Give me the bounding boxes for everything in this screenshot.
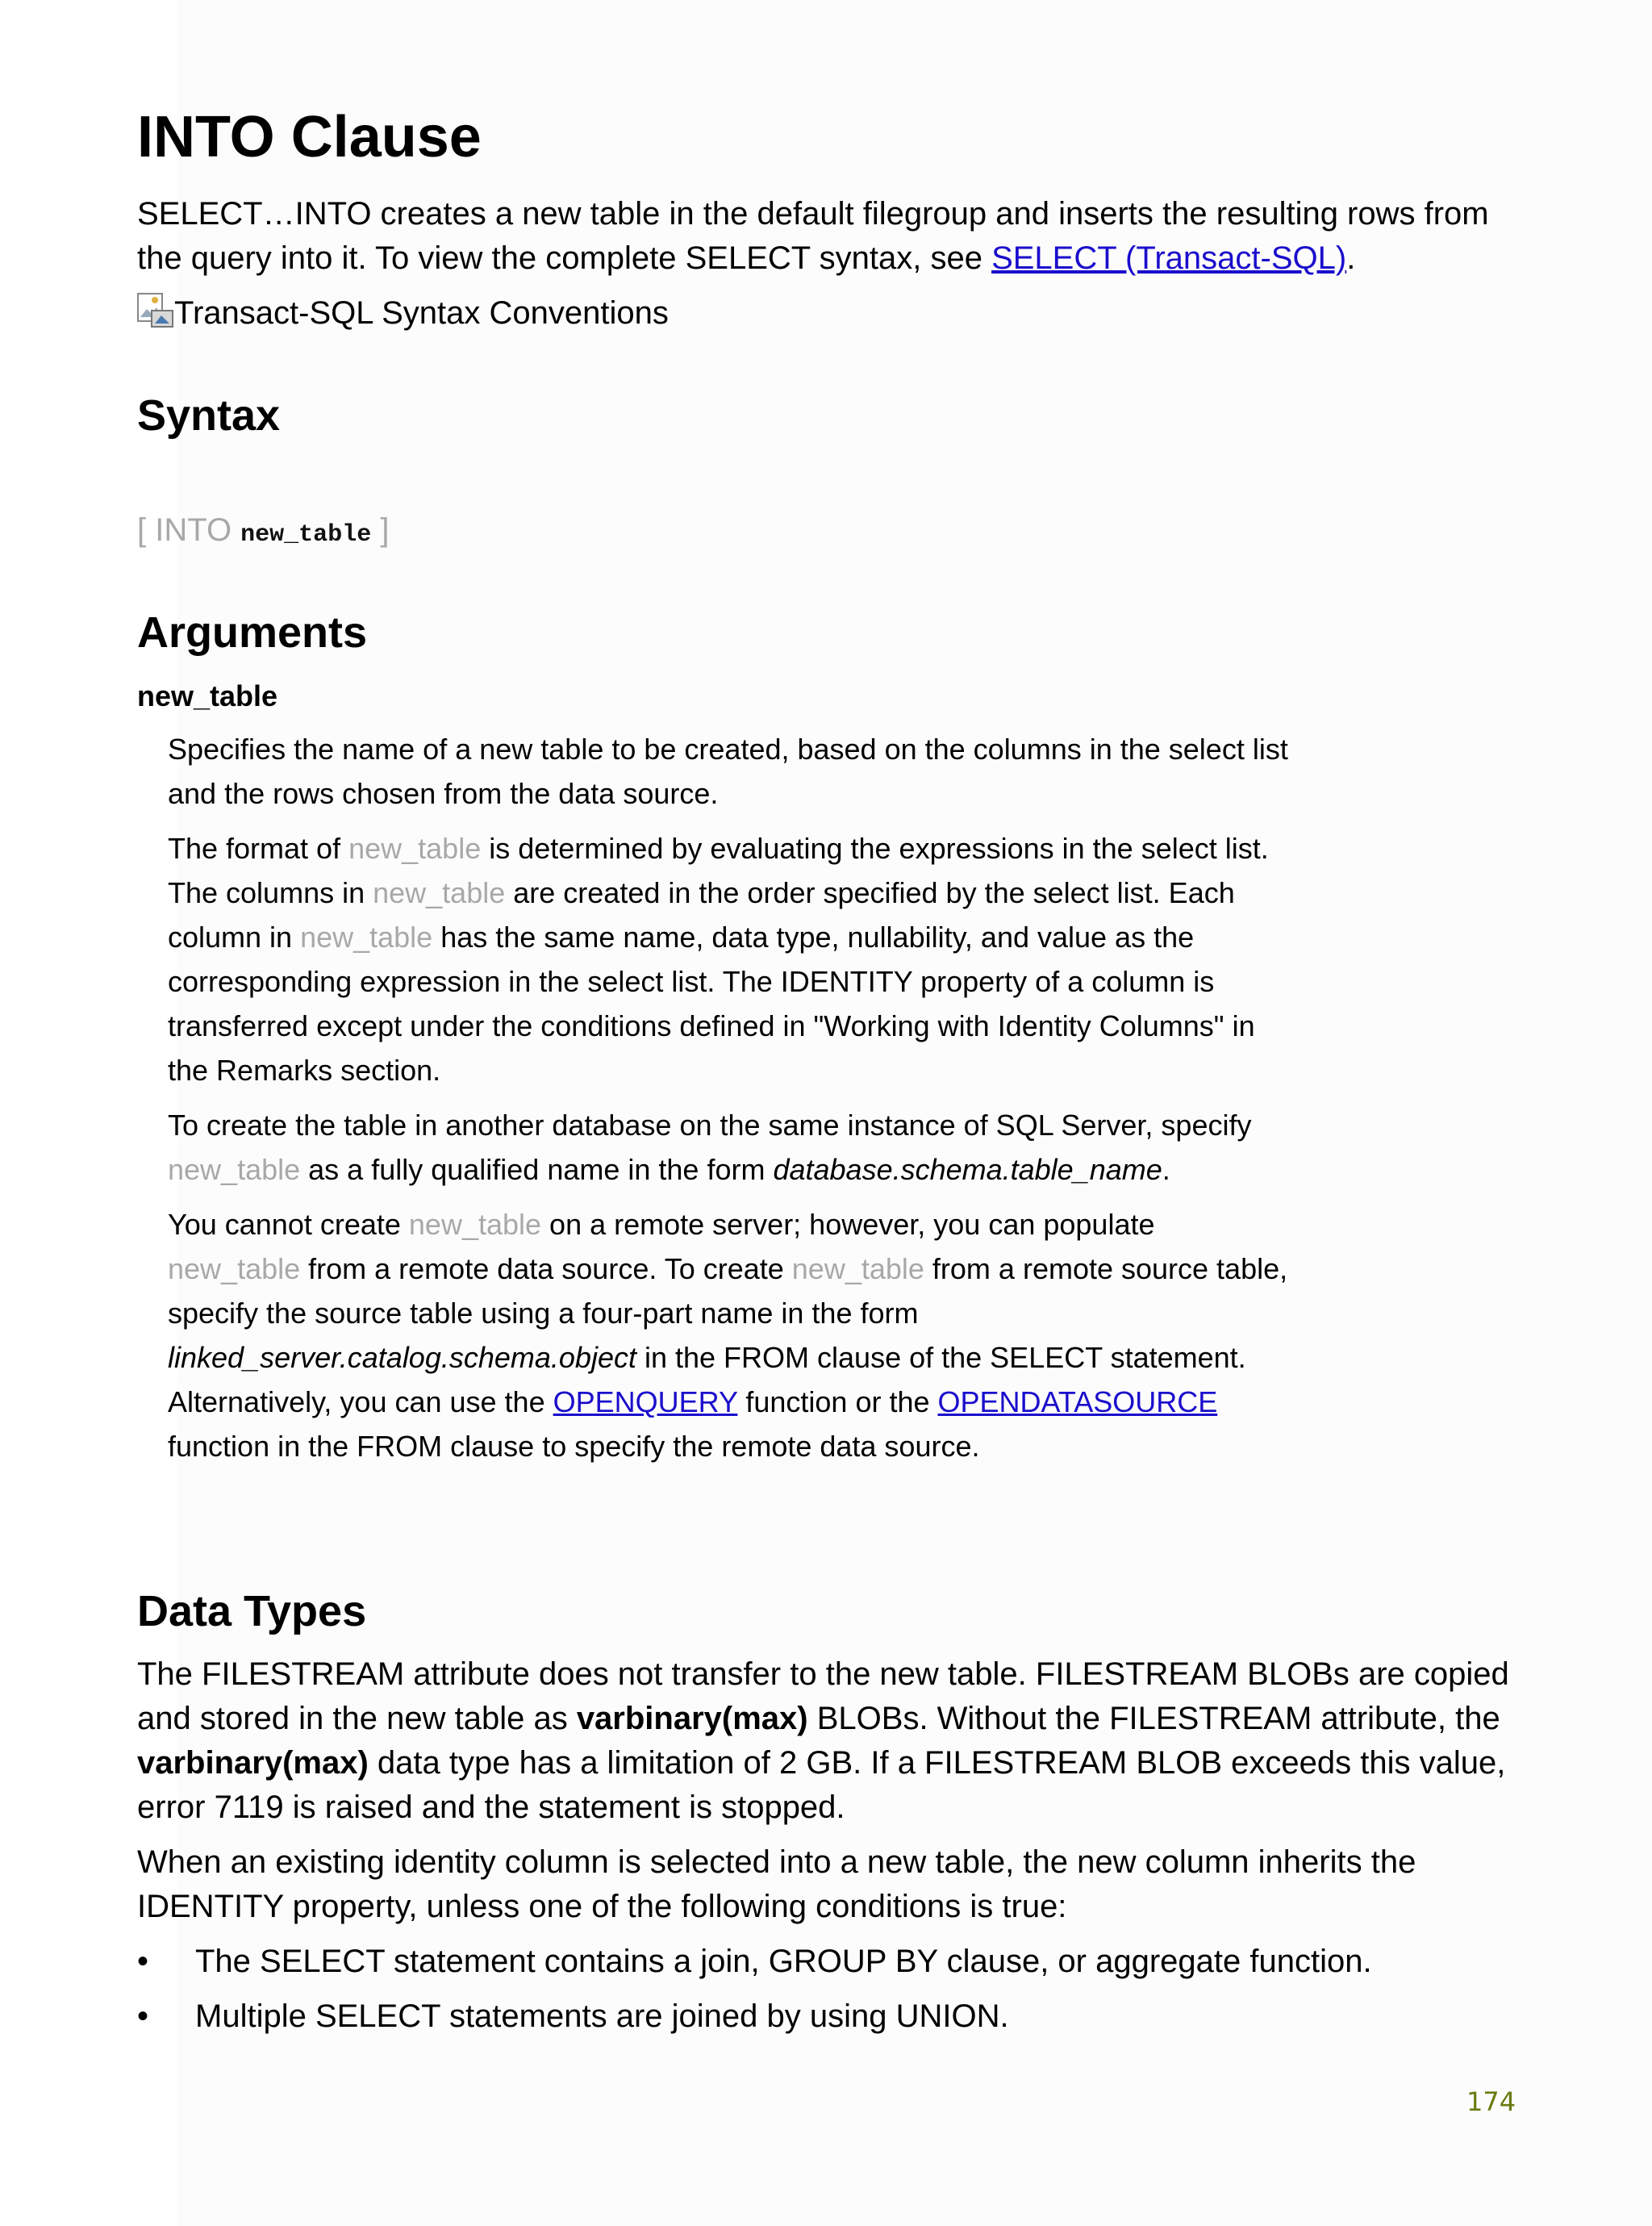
broken-image-icon: [137, 293, 174, 328]
arg-p2-line-6: the Remarks section.: [168, 1054, 441, 1087]
arg-p3-line-1: To create the table in another database on the same instance of SQL Server, specify: [168, 1109, 1252, 1142]
arg-p4-line-4: [168, 1335, 1246, 1380]
arg-ref: new_table: [168, 1153, 301, 1186]
arg-p2-line-5: transferred except under the conditions defined in "Working with Identity Columns" in: [168, 1009, 1255, 1042]
syntax-block: [137, 508, 389, 558]
arg-ref: new_table: [168, 1252, 301, 1285]
qualified-name-format: database.schema.table_name: [773, 1153, 1162, 1186]
list-item-text: The SELECT statement contains a join, GROUP BY clause, or aggregate function.: [195, 1944, 1372, 1979]
dt-line-4: error 7119 is raised and the statement is stopped.: [137, 1790, 845, 1825]
intro-text: the query into it. To view the complete SELECT syntax, see: [137, 240, 992, 276]
arg-p2-line-1: [168, 826, 1269, 871]
dt-line-5: When an existing identity column is selected into a new table, the new column inherits the: [137, 1844, 1416, 1880]
type-name: varbinary(max): [137, 1745, 369, 1781]
bullet-icon: •: [137, 1944, 149, 1979]
arguments-heading: Arguments: [137, 608, 368, 657]
arg-p2-line-3: [168, 915, 1194, 959]
arg-p1-line-1: Specifies the name of a new table to be created, based on the columns in the select list: [168, 733, 1288, 766]
syntax-open: [ INTO: [137, 512, 241, 548]
text: and stored in the new table as: [137, 1701, 577, 1736]
text: column in: [168, 921, 301, 954]
arg-p4-line-5: [168, 1380, 1217, 1424]
arg-ref: new_table: [300, 921, 433, 954]
page-number: 174: [1466, 2086, 1516, 2117]
text: BLOBs. Without the FILESTREAM attribute, the: [807, 1701, 1500, 1736]
text: in the FROM clause of the SELECT statement.: [636, 1341, 1246, 1374]
type-name: varbinary(max): [576, 1701, 808, 1736]
four-part-name: linked_server.catalog.schema.object: [168, 1341, 636, 1374]
arg-ref: new_table: [348, 832, 482, 865]
dt-line-2: [137, 1697, 1500, 1741]
intro-period: .: [1346, 240, 1356, 276]
arg-p4-line-1: [168, 1202, 1155, 1247]
text: .: [1162, 1153, 1170, 1186]
syntax-code: new_table: [240, 521, 372, 549]
select-transact-sql-link[interactable]: SELECT (Transact-SQL): [991, 240, 1347, 276]
text: are created in the order specified by the select list. Each: [505, 876, 1235, 909]
syntax-close: ]: [371, 512, 390, 548]
openquery-link[interactable]: OPENQUERY: [553, 1385, 738, 1418]
conventions-line[interactable]: [137, 291, 669, 336]
arg-ref: new_table: [791, 1252, 924, 1285]
text: from a remote source table,: [924, 1252, 1288, 1285]
dt-line-6: IDENTITY property, unless one of the following conditions is true:: [137, 1889, 1067, 1924]
arg-p2-line-4: corresponding expression in the select list. The IDENTITY property of a column is: [168, 965, 1215, 998]
arg-ref: new_table: [408, 1208, 542, 1241]
intro-line-2: [137, 236, 1355, 281]
text: from a remote data source. To create: [300, 1252, 792, 1285]
list-item-text: Multiple SELECT statements are joined by using UNION.: [195, 1998, 1009, 2034]
bullet-icon: •: [137, 1998, 149, 2034]
arg-p4-line-3: specify the source table using a four-part name in the form: [168, 1297, 919, 1330]
text: is determined by evaluating the expressions in the select list.: [481, 832, 1269, 865]
arg-p4-line-6: function in the FROM clause to specify the remote data source.: [168, 1430, 980, 1463]
arg-p1-line-2: and the rows chosen from the data source.: [168, 777, 719, 810]
argument-term: new_table: [137, 679, 278, 712]
text: has the same name, data type, nullability, and value as the: [432, 921, 1195, 954]
text: as a fully qualified name in the form: [300, 1153, 774, 1186]
text: The columns in: [168, 876, 373, 909]
text: Alternatively, you can use the: [168, 1385, 553, 1418]
list-item: [137, 1940, 1372, 1984]
arg-p2-line-2: [168, 871, 1235, 915]
text: The format of: [168, 832, 349, 865]
page-title: INTO Clause: [137, 105, 482, 169]
text: data type has a limitation of 2 GB. If a FILESTREAM BLOB exceeds this value,: [368, 1745, 1506, 1781]
dt-line-3: [137, 1741, 1505, 1785]
text: on a remote server; however, you can populate: [541, 1208, 1155, 1241]
arg-p3-line-2: [168, 1147, 1170, 1192]
conventions-text[interactable]: Transact-SQL Syntax Conventions: [174, 295, 669, 331]
dt-line-1: The FILESTREAM attribute does not transfer to the new table. FILESTREAM BLOBs are copied: [137, 1656, 1509, 1692]
opendatasource-link[interactable]: OPENDATASOURCE: [937, 1385, 1218, 1418]
data-types-heading: Data Types: [137, 1587, 367, 1635]
list-item: [137, 1994, 1009, 2039]
intro-line-1: SELECT…INTO creates a new table in the default filegroup and inserts the resulting rows from: [137, 196, 1489, 232]
arg-ref: new_table: [373, 876, 506, 909]
arg-p4-line-2: [168, 1247, 1287, 1291]
text: function or the: [737, 1385, 938, 1418]
syntax-heading: Syntax: [137, 391, 281, 440]
text: You cannot create: [168, 1208, 409, 1241]
